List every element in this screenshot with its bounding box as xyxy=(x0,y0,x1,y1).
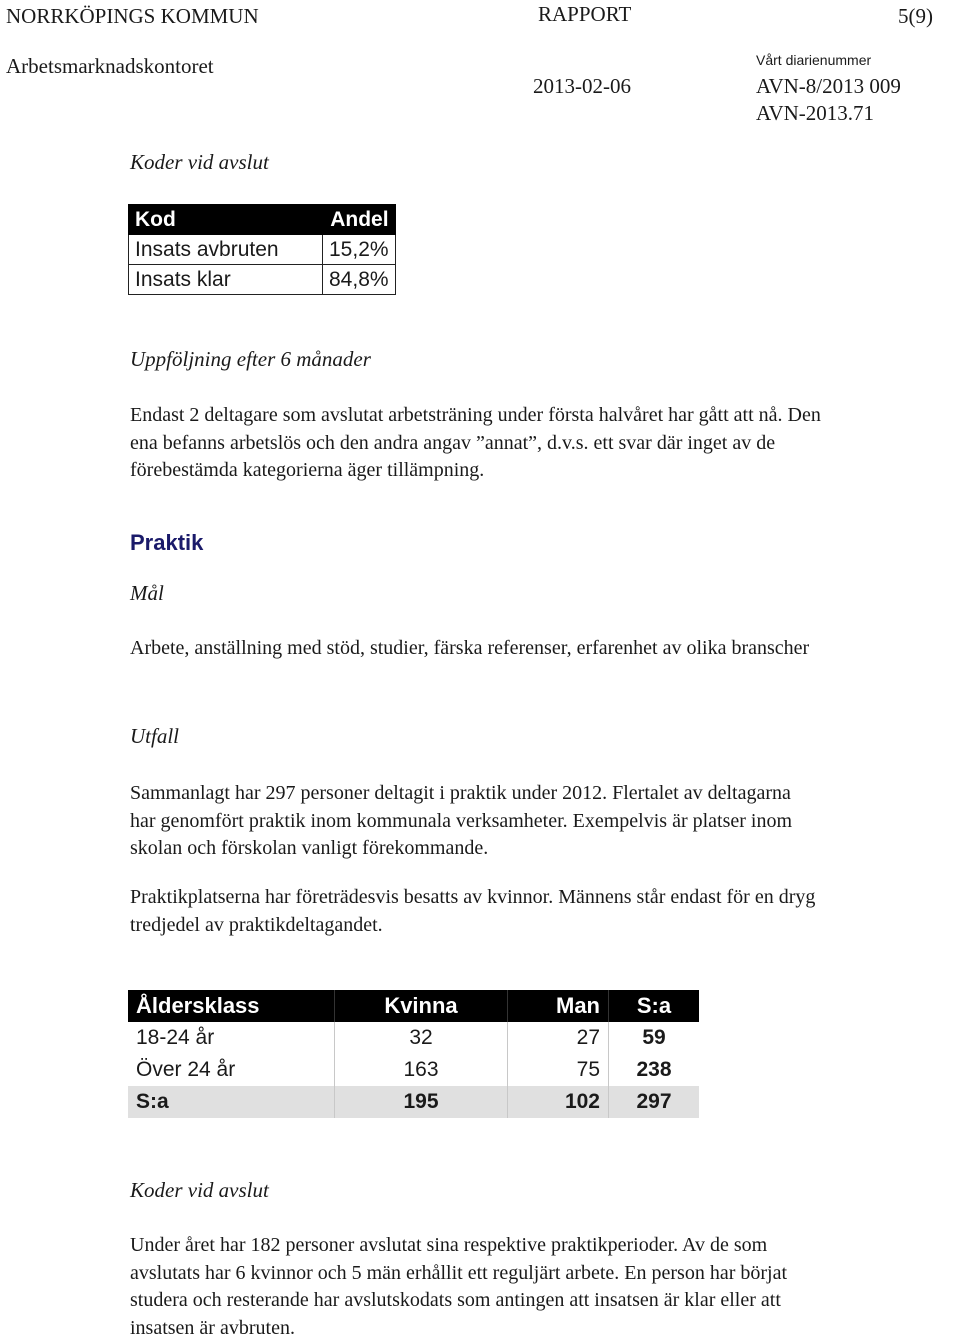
header-cell: S:a xyxy=(609,990,700,1022)
table-row xyxy=(128,1022,699,1054)
table-cell: Insats klar xyxy=(129,265,323,295)
table-cell: 27 xyxy=(508,1022,609,1054)
table-cell: 18-24 år xyxy=(128,1022,335,1054)
ref-label: Vårt diarienummer xyxy=(756,52,872,68)
header-cell: Kvinna xyxy=(335,990,508,1022)
outcome-paragraph-1: Sammanlagt har 297 personer deltagit i praktik under 2012. Flertalet av deltagarna har genomfört praktik inom kommunala verksamheter. Exempelvis är platser inom skolan och förskolan vanligt förekommande. xyxy=(130,782,793,859)
table-cell: 163 xyxy=(335,1054,508,1086)
table-cell: 238 xyxy=(636,1058,672,1081)
followup-heading: Uppföljning efter 6 månader xyxy=(130,347,371,371)
table-row xyxy=(129,235,396,265)
goal-heading: Mål xyxy=(130,581,164,605)
outcome-paragraph-2: Praktikplatserna har företrädesvis besatts av kvinnor. Männens står endast för en dryg tredjedel av praktikdeltagandet. xyxy=(130,886,816,936)
header-cell: Andel xyxy=(323,205,396,235)
table-total-row xyxy=(128,1086,699,1118)
report-date: 2013-02-06 xyxy=(533,74,631,98)
codes-heading: Koder vid avslut xyxy=(130,150,269,174)
table-cell: 84,8% xyxy=(323,265,396,295)
table-cell: Över 24 år xyxy=(128,1054,335,1086)
age-class-table xyxy=(128,990,699,1118)
table-row xyxy=(129,265,396,295)
exit-codes-table xyxy=(128,204,396,295)
page-number: 5(9) xyxy=(898,4,933,28)
table-cell: 59 xyxy=(642,1026,666,1049)
outcome-heading: Utfall xyxy=(130,724,180,748)
reference-number-2: AVN-2013.71 xyxy=(756,101,875,125)
header-cell: Kod xyxy=(129,205,323,235)
doc-type: RAPPORT xyxy=(538,2,632,26)
codes-heading-2: Koder vid avslut xyxy=(130,1178,269,1202)
table-row xyxy=(128,1054,699,1086)
table-cell: 15,2% xyxy=(323,235,396,265)
department: Arbetsmarknadskontoret xyxy=(6,54,214,78)
closing-paragraph: Under året har 182 personer avslutat sina respektive praktikperioder. Av de som avslutats har 6 kvinnor och 5 män erhållit ett reguljärt arbete. En person har börjat studera och resterande har avslutskodats som antingen att insatsen är klar eller att insatsen är avbruten. xyxy=(130,1234,788,1339)
followup-paragraph: Endast 2 deltagare som avslutat arbetsträning under första halvåret har gått att nå. Den ena befanns arbetslös och den andra angav ”annat”, d.v.s. ett svar där inget av de förebestämda kategorierna äger tillämpning. xyxy=(130,404,821,481)
goal-paragraph: Arbete, anställning med stöd, studier, färska referenser, erfarenhet av olika branscher xyxy=(130,637,810,659)
table-cell: 102 xyxy=(508,1086,609,1118)
header-cell: Åldersklass xyxy=(128,990,335,1022)
table-cell: Insats avbruten xyxy=(129,235,323,265)
section-title: Praktik xyxy=(130,530,204,555)
table-header-row xyxy=(128,990,699,1022)
table-cell: 32 xyxy=(335,1022,508,1054)
reference-number-1: AVN-8/2013 009 xyxy=(756,74,901,98)
table-cell: S:a xyxy=(128,1086,335,1118)
table-cell: 297 xyxy=(609,1086,700,1118)
header-cell: Man xyxy=(508,990,609,1022)
table-header-row xyxy=(129,205,396,235)
table-cell: 75 xyxy=(508,1054,609,1086)
table-cell: 195 xyxy=(335,1086,508,1118)
org-name: NORRKÖPINGS KOMMUN xyxy=(6,4,259,28)
